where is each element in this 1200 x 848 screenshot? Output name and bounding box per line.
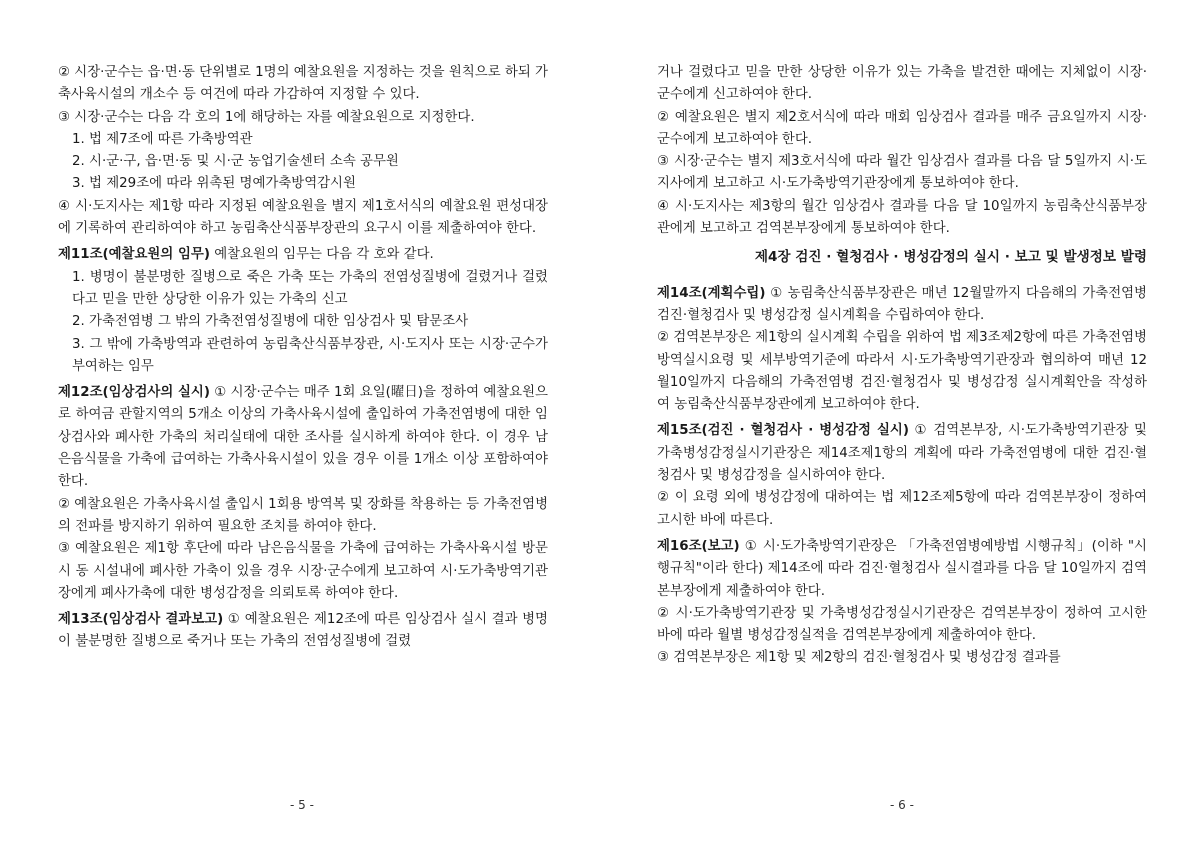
article-title: 제11조(예찰요원의 임무) xyxy=(58,247,210,263)
paragraph: ③ 검역본부장은 제1항 및 제2항의 검진·혈청검사 및 병성감정 결과를 xyxy=(657,650,1061,666)
article-text: ① 예찰요원은 제12조에 따른 임상검사 실시 결과 병명이 불분명한 질병으로 죽거나 또는 가축의 전염성질병에 걸렸 xyxy=(58,612,548,650)
article-15 xyxy=(657,420,1147,487)
article-text: ① 농림축산식품부장관은 매년 12월말까지 다음해의 가축전염병 검진·혈청검사 및 병성감정 실시계획을 수립하여야 한다. xyxy=(657,285,1147,323)
paragraph: ③ 예찰요원은 제1항 후단에 따라 남은음식물을 가축에 급여하는 가축사육시설 방문시 동 시설내에 폐사한 가축이 있을 경우 시장·군수에게 보고하여 시·도가축방역기관장에게 폐사가축에 대한 병성감정을 의뢰토록 하여야 한다. xyxy=(58,541,548,601)
article-title: 제12조(임상검사의 실시) xyxy=(58,385,210,401)
list-item: 3. 법 제29조에 따라 위촉된 명예가축방역감시원 xyxy=(72,176,356,192)
article-text: ① 검역본부장, 시·도가축방역기관장 및 가축병성감정실시기관장은 제14조제1항의 계획에 따라 가축전염병에 대한 검진·혈청검사 및 병성감정을 실시하여야 한다. xyxy=(657,423,1147,484)
paragraph: ④ 시·도지사는 제1항 따라 지정된 예찰요원을 별지 제1호서식의 예찰요원 편성대장에 기록하여 관리하여야 하고 농림축산식품부장관의 요구시 이를 제출하여야 한다. xyxy=(58,198,548,237)
left-page xyxy=(58,62,548,654)
paragraph: ③ 시장·군수는 별지 제3호서식에 따라 월간 임상검사 결과를 다음 달 5일까지 시·도지사에게 보고하고 시·도가축방역기관장에게 통보하여야 한다. xyxy=(657,154,1147,192)
paragraph: ② 예찰요원은 별지 제2호서식에 따라 매회 임상검사 결과를 매주 금요일까지 시장·군수에게 보고하여야 한다. xyxy=(657,109,1147,147)
article-12 xyxy=(58,382,548,493)
paragraph: ② 이 요령 외에 병성감정에 대하여는 법 제12조제5항에 따라 검역본부장이 정하여 고시한 바에 따른다. xyxy=(657,490,1147,528)
paragraph: ② 예찰요원은 가축사육시설 출입시 1회용 방역복 및 장화를 착용하는 등 가축전염병의 전파를 방지하기 위하여 필요한 조치를 하여야 한다. xyxy=(58,496,548,534)
page-number: - 5 - xyxy=(290,798,314,812)
article-text: 예찰요원의 임무는 다음 각 호와 같다. xyxy=(209,247,434,263)
article-text: ① 시·도가축방역기관장은 「가축전염병예방법 시행규칙」(이하 "시행규칙"이라 한다) 제14조에 따라 검진·혈청검사 실시결과를 다음 달 10일까지 검역본부장에게 제출하여야 한다. xyxy=(657,538,1147,599)
article-13 xyxy=(58,609,548,654)
paragraph: 거나 걸렸다고 믿을 만한 상당한 이유가 있는 가축을 발견한 때에는 지체없이 시장·군수에게 신고하여야 한다. xyxy=(657,65,1147,103)
article-11 xyxy=(58,244,548,266)
article-14 xyxy=(657,283,1147,328)
list-item: 1. 법 제7조에 따른 가축방역관 xyxy=(72,131,253,147)
article-text: ① 시장·군수는 매주 1회 요일(曜日)을 정하여 예찰요원으로 하여금 관할지역의 5개소 이상의 가축사육시설에 출입하여 가축전염병에 대한 임상검사와 폐사한 가축의 처리실태에 대한 조사를 실시하게 하여야 한다. 이 경우 남은음식물을 가축에 급여하는 가축사육시설이 있을 경우 이를 1개소 이상 포함하여야 한다. xyxy=(58,385,548,490)
page-number: - 6 - xyxy=(890,798,914,812)
paragraph: ③ 시장·군수는 다음 각 호의 1에 해당하는 자를 예찰요원으로 지정한다. xyxy=(58,109,475,125)
chapter-heading: 제4장 검진 · 혈청검사 · 병성감정의 실시 · 보고 및 발생정보 발령 xyxy=(754,249,1147,266)
list-item: 2. 가축전염병 그 밖의 가축전염성질병에 대한 임상검사 및 탐문조사 xyxy=(72,314,469,330)
right-page xyxy=(657,62,1147,670)
article-title: 제15조(검진 · 혈청검사 · 병성감정 실시) xyxy=(657,423,909,439)
list-item: 2. 시·군·구, 읍·면·동 및 시·군 농업기술센터 소속 공무원 xyxy=(72,154,399,170)
article-title: 제16조(보고) xyxy=(657,538,740,554)
paragraph: ② 검역본부장은 제1항의 실시계획 수립을 위하여 법 제3조제2항에 따른 가축전염병 방역실시요령 및 세부방역기준에 따라서 시·도가축방역기관장과 협의하여 매년 12월10일까지 다음해의 가축전염병 검진·혈청검사 및 병성감정 실시계획안을 작성하여 농림축산식품부장관에게 보고하여야 한다. xyxy=(657,330,1147,413)
paragraph: ④ 시·도지사는 제3항의 월간 임상검사 결과를 다음 달 10일까지 농림축산식품부장관에게 보고하고 검역본부장에게 통보하여야 한다. xyxy=(657,198,1147,237)
paragraph: ② 시장·군수는 읍·면·동 단위별로 1명의 예찰요원을 지정하는 것을 원칙으로 하되 가축사육시설의 개소수 등 여건에 따라 가감하여 지정할 수 있다. xyxy=(58,65,548,103)
list-item: 3. 그 밖에 가축방역과 관련하여 농림축산식품부장관, 시·도지사 또는 시장·군수가 부여하는 임무 xyxy=(72,336,548,374)
paragraph: ② 시·도가축방역기관장 및 가축병성감정실시기관장은 검역본부장이 정하여 고시한 바에 따라 월별 병성감정실적을 검역본부장에게 제출하여야 한다. xyxy=(657,605,1147,644)
article-title: 제13조(임상검사 결과보고) xyxy=(58,612,224,628)
article-16 xyxy=(657,536,1147,603)
article-title: 제14조(계획수립) xyxy=(657,285,766,301)
list-item: 1. 병명이 불분명한 질병으로 죽은 가축 또는 가축의 전염성질병에 걸렸거나 걸렸다고 믿을 만한 상당한 이유가 있는 가축의 신고 xyxy=(72,269,548,307)
